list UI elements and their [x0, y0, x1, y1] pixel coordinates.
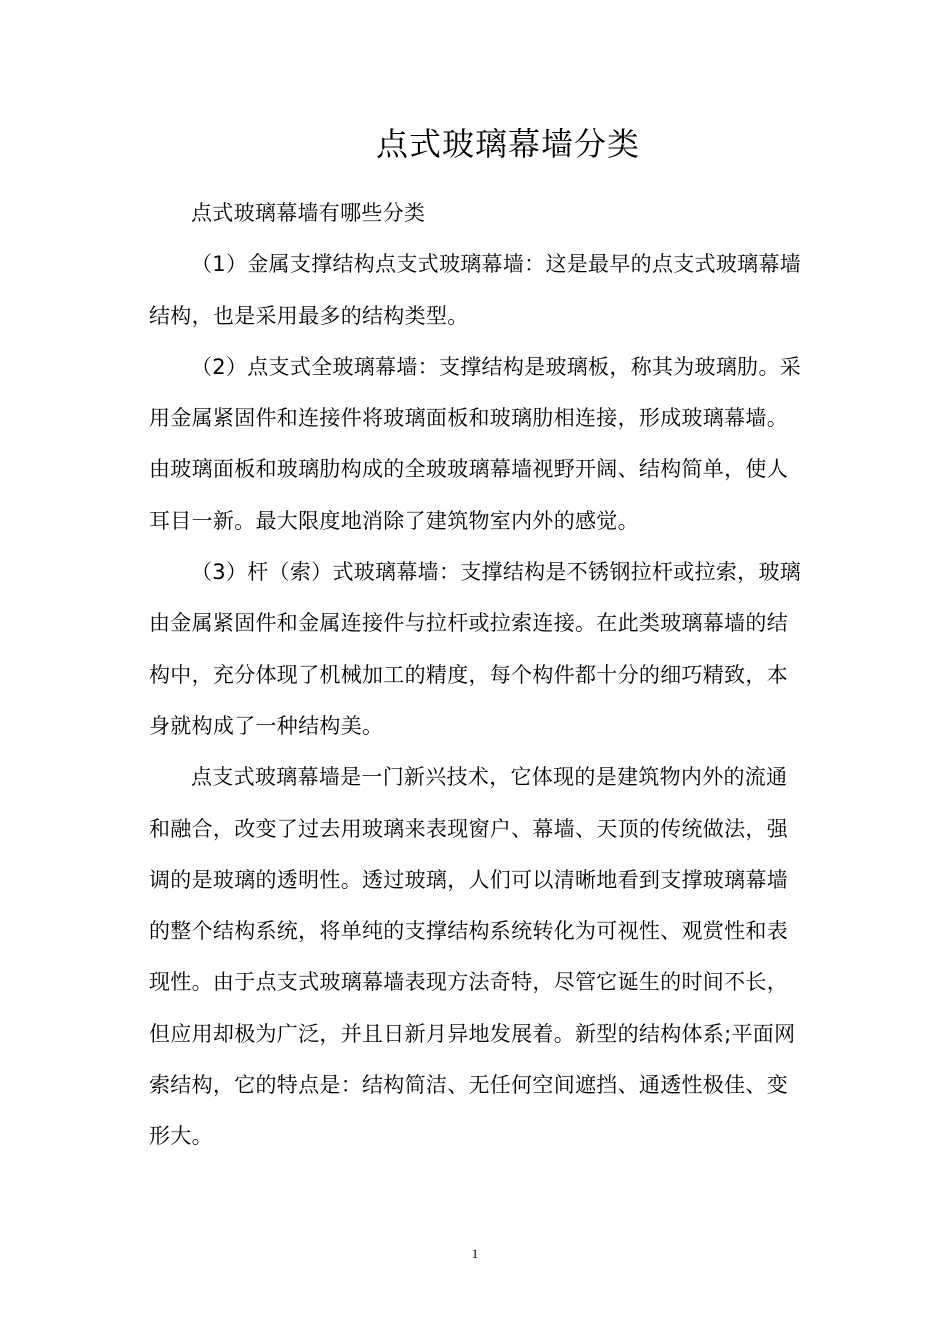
document-title: 点式玻璃幕墙分类	[375, 125, 640, 163]
page-number: 1	[471, 1246, 479, 1261]
paragraph-type-3: （3）杆（索）式玻璃幕墙：支撑结构是不锈钢拉杆或拉索，玻璃由金属紧固件和金属连接件与拉杆或拉索连接。在此类玻璃幕墙的结构中，充分体现了机械加工的精度，每个构件都十分的细巧精致，本身就构成了一种结构美。	[149, 560, 802, 738]
paragraph-type-1: （1）金属支撑结构点支式玻璃幕墙：这是最早的点支式玻璃幕墙结构，也是采用最多的结构类型。	[149, 252, 802, 328]
paragraph-type-2: （2）点支式全玻璃幕墙：支撑结构是玻璃板，称其为玻璃肋。采用金属紧固件和连接件将玻璃面板和玻璃肋相连接，形成玻璃幕墙。由玻璃面板和玻璃肋构成的全玻玻璃幕墙视野开阔、结构简单，使人耳目一新。最大限度地消除了建筑物室内外的感觉。	[149, 354, 802, 533]
paragraph-summary: 点支式玻璃幕墙是一门新兴技术，它体现的是建筑物内外的流通和融合，改变了过去用玻璃来表现窗户、幕墙、天顶的传统做法，强调的是玻璃的透明性。透过玻璃，人们可以清晰地看到支撑玻璃幕墙的整个结构系统，将单纯的支撑结构系统转化为可视性、观赏性和表现性。由于点支式玻璃幕墙表现方法奇特，尽管它诞生的时间不长，但应用却极为广泛，并且日新月异地发展着。新型的结构体系;平面网索结构，它的特点是：结构简洁、无任何空间遮挡、通透性极佳、变形大。	[149, 765, 796, 1149]
paragraph-intro: 点式玻璃幕墙有哪些分类	[191, 201, 426, 225]
document-body	[149, 188, 804, 1163]
